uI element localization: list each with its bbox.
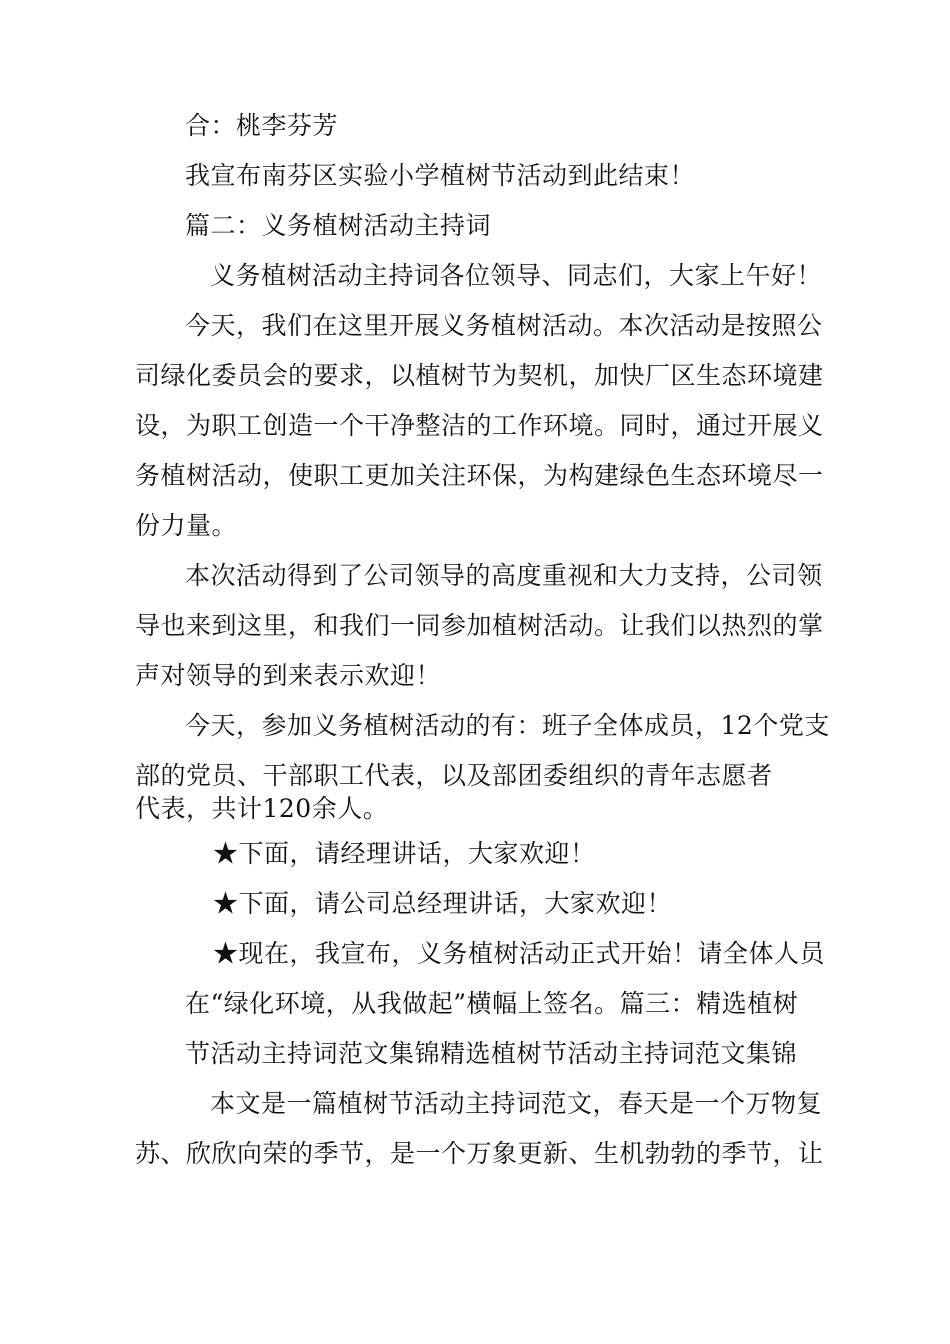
paragraph-line: 今天，我们在这里开展义务植树活动。本次活动是按照公 (185, 311, 823, 340)
star-item: ★现在，我宣布，义务植树活动正式开始！请全体人员 (213, 939, 826, 968)
text-line: 合：桃李芬芳 (185, 111, 339, 140)
paragraph-line: 今天，参加义务植树活动的有：班子全体成员，12个党支 (185, 711, 830, 740)
star-item: ★下面，请经理讲话，大家欢迎！ (213, 839, 596, 868)
paragraph-line: 代表，共计120余人。 (135, 794, 389, 823)
paragraph-line: 本文是一篇植树节活动主持词范文，春天是一个万物复 (210, 1089, 823, 1118)
paragraph-line: 份力量。 (135, 511, 238, 540)
paragraph-line: 节活动主持词范文集锦精选植树节活动主持词范文集锦 (185, 1039, 798, 1068)
paragraph-line: 务植树活动，使职工更加关注环保，为构建绿色生态环境尽一 (135, 461, 824, 490)
paragraph-line: 导也来到这里，和我们一同参加植树活动。让我们以热烈的掌 (135, 611, 824, 640)
section-heading: 篇二：义务植树活动主持词 (185, 211, 492, 240)
paragraph-line: 在“绿化环境，从我做起”横幅上签名。篇三：精选植树 (185, 989, 799, 1018)
text-line: 我宣布南芬区实验小学植树节活动到此结束！ (185, 161, 696, 190)
paragraph-line: 苏、欣欣向荣的季节，是一个万象更新、生机勃勃的季节，让 (135, 1139, 824, 1168)
star-item: ★下面，请公司总经理讲话，大家欢迎！ (213, 889, 673, 918)
paragraph-line: 设，为职工创造一个干净整洁的工作环境。同时，通过开展义 (135, 411, 824, 440)
text-line: 义务植树活动主持词各位领导、同志们，大家上午好！ (210, 261, 823, 290)
paragraph-line: 本次活动得到了公司领导的高度重视和大力支持，公司领 (185, 561, 823, 590)
paragraph-line: 部的党员、干部职工代表，以及部团委组织的青年志愿者 (135, 761, 773, 790)
paragraph-line: 司绿化委员会的要求，以植树节为契机，加快厂区生态环境建 (135, 361, 824, 390)
paragraph-line: 声对领导的到来表示欢迎！ (135, 661, 442, 690)
